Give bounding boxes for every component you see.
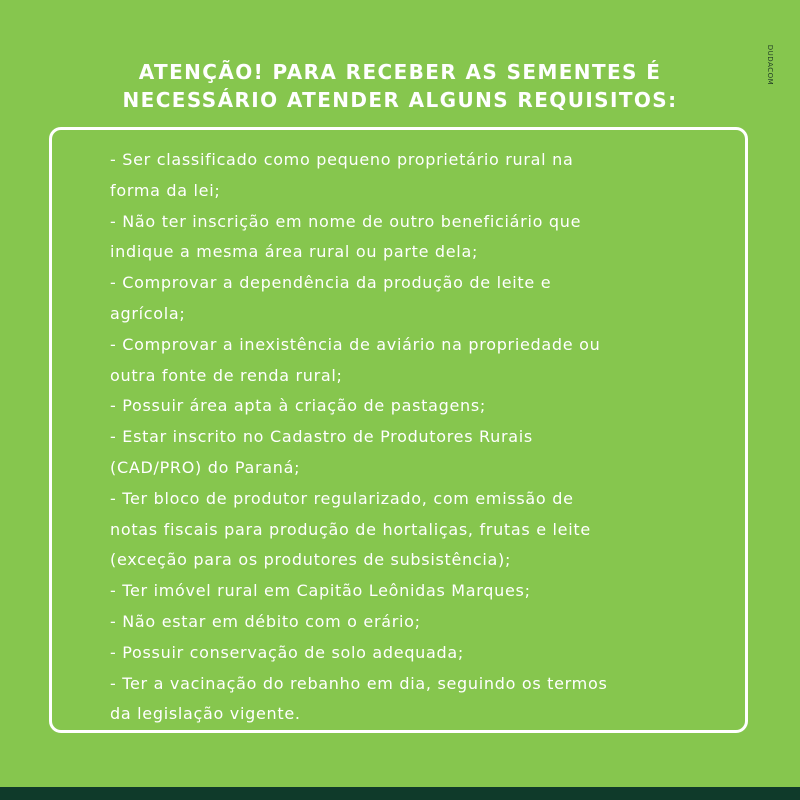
requirement-line: - Ter a vacinação do rebanho em dia, seguindo os termos [110,673,608,693]
page-title [100,58,700,114]
footer-bar [0,787,800,800]
requirement-line: agrícola; [110,303,186,323]
title-line: NECESSÁRIO ATENDER ALGUNS REQUISITOS: [122,88,678,112]
requirements-list [110,145,730,730]
requirement-line: (exceção para os produtores de subsistência); [110,550,512,570]
requirement-item [110,391,730,422]
requirement-item [110,330,730,392]
requirement-item [110,669,730,731]
title-line: ATENÇÃO! PARA RECEBER AS SEMENTES É [138,60,662,84]
requirement-line: - Possuir área apta à criação de pastagens; [110,396,486,416]
requirement-line: - Comprovar a inexistência de aviário na propriedade ou [110,334,601,354]
requirement-item [110,576,730,607]
requirement-item [110,145,730,207]
requirement-line: - Ter imóvel rural em Capitão Leônidas Marques; [110,581,531,601]
requirement-line: outra fonte de renda rural; [110,365,343,385]
requirement-item [110,268,730,330]
requirement-item [110,638,730,669]
requirement-line: - Não estar em débito com o erário; [110,611,421,631]
requirement-line: notas fiscais para produção de hortaliças, frutas e leite [110,519,591,539]
requirement-line: (CAD/PRO) do Paraná; [110,457,301,477]
brand-watermark: DUDACOM [766,44,774,86]
requirement-line: - Possuir conservação de solo adequada; [110,642,464,662]
requirement-line: - Estar inscrito no Cadastro de Produtores Rurais [110,427,533,447]
requirement-line: da legislação vigente. [110,704,301,724]
requirement-line: forma da lei; [110,180,221,200]
requirement-item [110,422,730,484]
requirement-line: - Comprovar a dependência da produção de leite e [110,273,552,293]
requirement-line: - Ter bloco de produtor regularizado, com emissão de [110,488,574,508]
requirement-line: indique a mesma área rural ou parte dela; [110,242,479,262]
requirement-item [110,607,730,638]
requirement-item [110,484,730,576]
requirement-line: - Não ter inscrição em nome de outro beneficiário que [110,211,582,231]
requirement-item [110,207,730,269]
requirement-line: - Ser classificado como pequeno proprietário rural na [110,150,574,169]
